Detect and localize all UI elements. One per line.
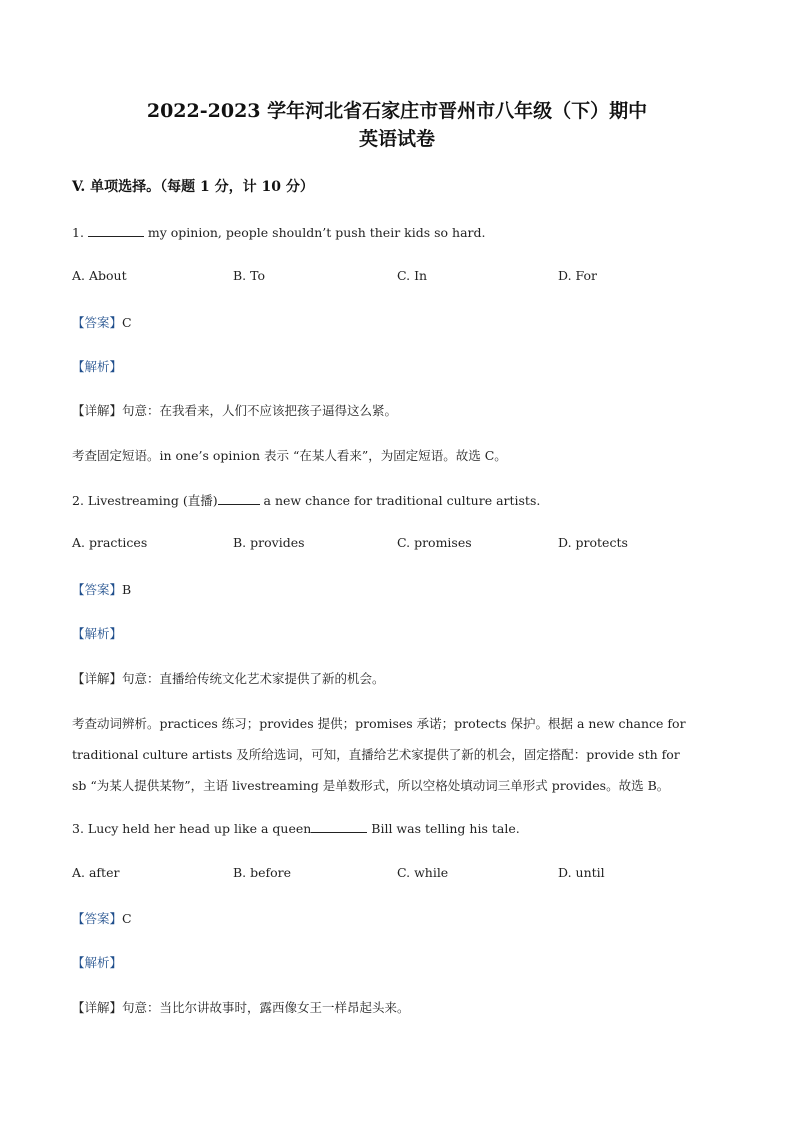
analysis-line (72, 624, 122, 642)
answer-line (72, 580, 131, 598)
answer-blank (218, 492, 260, 505)
answer-value: C (122, 911, 132, 926)
analysis-tag: 【解析】 (72, 626, 123, 641)
question-text-after: Bill was telling his tale. (367, 821, 520, 836)
option-d: D. For (558, 268, 598, 283)
option-a: A. after (72, 865, 120, 880)
doc-title-line1: 2022-2023 学年河北省石家庄市晋州市八年级（下）期中 (146, 100, 648, 122)
detail-line (72, 669, 385, 687)
question-text-after: a new chance for traditional culture artists. (259, 493, 541, 508)
question-number: 1. (72, 225, 84, 240)
option-a: A. practices (72, 535, 148, 550)
option-b: B. To (233, 268, 266, 283)
answer-tag: 【答案】 (72, 911, 123, 926)
detail-tag: 【详解】 (72, 403, 123, 418)
question-text-before: Livestreaming (直播) (87, 493, 218, 508)
analysis-tag: 【解析】 (72, 955, 123, 970)
detail-text: 句意：当比尔讲故事时，露西像女王一样昂起头来。 (122, 1000, 410, 1015)
explanation-line-2: traditional culture artists 及所给选词，可知，直播给艺术家提供了新的机会，固定搭配：provide sth for (72, 747, 680, 762)
detail-tag: 【详解】 (72, 671, 123, 686)
question-2-stem (72, 491, 540, 509)
question-1-stem (72, 224, 485, 240)
question-text: my opinion, people shouldn’t push their kids so hard. (143, 225, 486, 240)
answer-line (72, 313, 132, 331)
explanation-line-1: 考查动词辨析。practices 练习；provides 提供；promises 承诺；protects 保护。根据 a new chance for (72, 716, 686, 731)
analysis-line (72, 953, 122, 971)
answer-tag: 【答案】 (72, 582, 123, 597)
answer-blank (88, 224, 144, 237)
option-c: C. In (397, 268, 428, 283)
analysis-tag: 【解析】 (72, 359, 123, 374)
option-b: B. before (233, 865, 292, 880)
answer-line (72, 909, 132, 927)
answer-value: B (122, 582, 132, 597)
option-d: D. protects (558, 535, 628, 550)
detail-text: 句意：在我看来，人们不应该把孩子逼得这么紧。 (122, 403, 398, 418)
doc-title-line2: 英语试卷 (358, 128, 435, 150)
option-a: A. About (72, 268, 127, 283)
option-c: C. while (397, 865, 449, 880)
detail-text: 句意：直播给传统文化艺术家提供了新的机会。 (122, 671, 385, 686)
option-b: B. provides (233, 535, 305, 550)
analysis-line (72, 357, 122, 375)
question-text-before: Lucy held her head up like a queen (87, 821, 312, 836)
question-3-stem (72, 820, 520, 836)
explanation-line: 考查固定短语。in one’s opinion 表示 “在某人看来”，为固定短语。故选 C。 (72, 448, 507, 463)
detail-line (72, 998, 410, 1016)
option-c: C. promises (397, 535, 472, 550)
section-heading: V. 单项选择。（每题 1 分，计 10 分） (72, 179, 314, 195)
answer-blank (311, 820, 367, 833)
detail-tag: 【详解】 (72, 1000, 123, 1015)
answer-value: C (122, 315, 132, 330)
question-number: 3. (72, 821, 84, 836)
option-d: D. until (558, 865, 605, 880)
answer-tag: 【答案】 (72, 315, 123, 330)
detail-line (72, 401, 397, 419)
question-number: 2. (72, 493, 84, 508)
explanation-line-3: sb “为某人提供某物”，主语 livestreaming 是单数形式，所以空格处填动词三单形式 provides。故选 B。 (72, 778, 670, 793)
